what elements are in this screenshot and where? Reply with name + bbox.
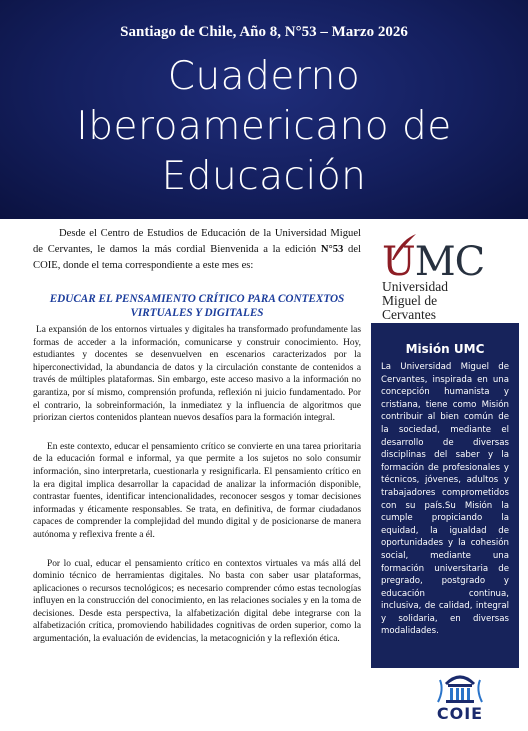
article-paragraph-3 xyxy=(33,558,361,646)
title-line-1: Cuaderno xyxy=(167,54,361,99)
mission-text: La Universidad Miguel de Cervantes, inspirada en una concepción humanista y cristiana, tiene como Misión contribuir al bien común de la sociedad, mediante el desarrollo de diversas disciplinas del saber y la formación de profesionales y técnicos, jóvenes, adultos y trabajadores comprometidos con su país.Su Misión la cumple propiciando la equidad, la igualdad de oportunidades y la cohesión social, mediante una formación universitaria de pregrado, postgrado y educación continua, inclusiva, de calidad, integral y solidaria, en diversas modalidades. xyxy=(381,362,509,637)
paragraph-1-text: La expansión de los entornos virtuales y digitales ha transformado profundamente las formas de acceder a la información, comunicarse y construir conocimiento. Hoy, estudiantes y docentes se desenvuelven en escenarios caracterizados por la hiperconectividad, la abundancia de datos y la circulación constante de contenidos a través de múltiples plataformas. Sin embargo, este acceso masivo a la información no garantiza, por sí mismo, comprensión profunda, reflexión ni juicio fundamentado. Por el contrario, la sobreinformación, la inmediatez y la influencia de algoritmos que priorizan ciertos contenidos plantean nuevos desafíos para la formación integral. xyxy=(33,325,361,424)
welcome-paragraph xyxy=(33,226,361,274)
building-icon xyxy=(420,670,500,704)
edition-number: N°53 xyxy=(320,244,344,255)
article-title: EDUCAR EL PENSAMIENTO CRÍTICO PARA CONTEXTOS VIRTUALES Y DIGITALES xyxy=(49,293,345,319)
mission-title: Misión UMC xyxy=(405,342,485,356)
university-name-line-2: Miguel de Cervantes xyxy=(382,293,438,322)
title-line-2: Iberoamericano de xyxy=(76,104,452,149)
umc-university-name xyxy=(382,280,492,322)
title-line-3: Educación xyxy=(161,154,367,199)
article-column xyxy=(33,226,361,646)
mission-box xyxy=(371,323,519,668)
university-name-line-1: Universidad xyxy=(382,279,448,294)
intro-text-before: Desde el Centro de Estudios de Educación de la Universidad Miguel de Cervantes, le damos la más cordial Bienvenida a la edición xyxy=(33,228,361,255)
coie-logo xyxy=(420,670,500,726)
umc-logo xyxy=(378,232,490,322)
paragraph-3-text: Por lo cual, educar el pensamiento crítico en contextos virtuales va más allá del dominio técnico de herramientas digitales. No basta con saber usar plataformas, aplicaciones o recursos tecnológicos; es necesario comprender cómo estas tecnologías influyen en la construcción del conocimiento, en las relaciones sociales y en la toma de decisiones. Desde esta perspectiva, la alfabetización digital debe integrarse con la alfabetización crítica, promoviendo habilidades cognitivas de orden superior, como la argumentación, la evaluación de evidencias, la metacognición y la reflexión ética. xyxy=(33,558,361,645)
intro-text-after: del COIE, donde el tema correspondiente a este mes es: xyxy=(33,244,361,271)
paragraph-2-text: En este contexto, educar el pensamiento crítico se convierte en una tarea prioritaria de la educación formal e informal, ya que permite a los sujetos no solo consumir información, sino interpretarla, cuestionarla y resignificarla. El pensamiento crítico en la era digital implica desarrollar la capacidad de analizar la información disponible, contrastar fuentes, identificar intencionalidades, reconocer sesgos y tomar decisiones informadas y éticamente responsables. Se trata, en definitiva, de formar ciudadanos capaces de comprender la complejidad del mundo digital y de posicionarse de manera autónoma y reflexiva frente a él. xyxy=(33,441,361,540)
article-paragraph-1 xyxy=(33,324,361,425)
masthead xyxy=(0,0,528,219)
article-paragraph-2 xyxy=(33,441,361,542)
issue-line: Santiago de Chile, Año 8, N°53 – Marzo 2026 xyxy=(120,24,408,40)
publication-title xyxy=(0,52,528,202)
coie-label: COIE xyxy=(436,704,484,723)
umc-letters: UMC xyxy=(382,239,485,285)
